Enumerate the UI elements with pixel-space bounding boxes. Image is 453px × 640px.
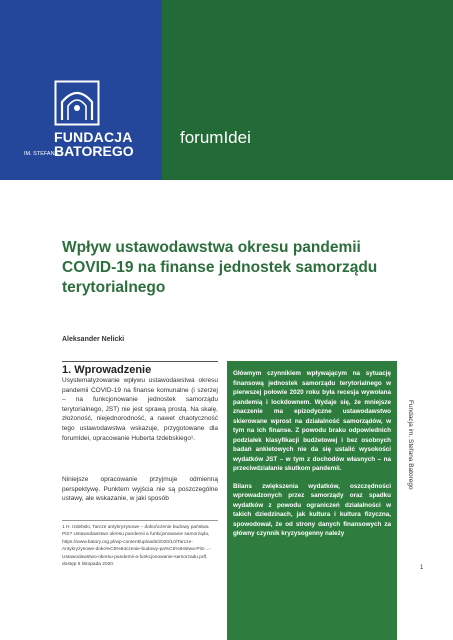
summary-box [227,361,397,640]
logo-text-im-stefana: IM. STEFANA [24,151,59,157]
body-paragraph-2: Niniejsze opracowanie przyjmuje odmienną perspektywę. Punktem wyjścia nie są poszczególne ustawy, ale wskazanie, w jaki sposób [62,476,218,503]
summary-paragraph-1: Głównym czynnikiem wpływającym na sytuację finansową jednostek samorządu terytorialnego w pierwszej połowie 2020 roku była recesja wywołana pandemią i lockdownem. Wydaje się, że mniejsze znaczenie ma epizodyczne ustawodawstwo skierowane wprost na działalność samorządów, w tym na ich finanse. Z powodu braku odpowiednich podziałek klasyfikacji budżetowej i bez osobnych badań ankietowych nie da się ustalić wysokości wydatków JST – w tym z dochodów własnych – na przeciwdziałanie skutkom pandemii. [233,370,391,472]
section-heading: 1. Wprowadzenie [62,361,218,376]
header-band [0,0,453,180]
header-green-panel [162,0,453,180]
logo-text-batorego: BATOREGO [54,143,134,159]
body-paragraph-1: Usystematyzowanie wpływu ustawodawstwa okresu pandemii COVID-19 na finanse komunalne (i szerzej – na funkcjonowanie jednostek samorządu terytorialnego, JST) nie jest sprawą prostą. Na skalę, złożoność, niejednorodność, a nawet chaotyczność tego ustawodawstwa wskazuje, przygotowane dla forumIdei, opracowanie Huberta Izdebskiego¹. [62,377,218,442]
logo-emblem-icon [54,80,100,126]
fundacja-batorego-logo [12,80,162,170]
logo-text-fundacja: FUNDACJA [54,129,133,145]
vertical-side-label: Fundacja im. Stefana Batorego [407,400,414,490]
document-title: Wpływ ustawodawstwa okresu pandemii COVID-19 na finanse jednostek samorządu terytorialnego [62,239,378,296]
footnote: 1 H. Izdebski, Tarcze antykryzysowe – dokończenie budowy państwa PiS? Ustawodawstwo okresu pandemii a funkcjonowanie samorządu, https://www.batory.org.pl/wp-content/uploads/2020/10/Tarcze-Antykryzysowe-doko%C5%84czenie-budowy-pa%C5%84stwa-PiS-...-Ustawodawstwo-okresu-pandemii-a-funkcjonowanie-samorzadu.pdf, dostęp 6 listopada 2020. [62,520,218,568]
summary-paragraph-2: Bilans zwiększenia wydatków, oszczędności wprowadzonych przez samorządy oraz spadku wydatków z powodu ograniczeń działalności w takich dziedzinach, jak kultura i kultura fizyczna, spowodował, że od strony danych finansowych za główny czynnik kryzysogenny należy [233,482,391,537]
page-number: 1 [420,565,424,571]
series-label: forumIdei [180,128,251,147]
author-name: Aleksander Nelicki [62,336,125,343]
